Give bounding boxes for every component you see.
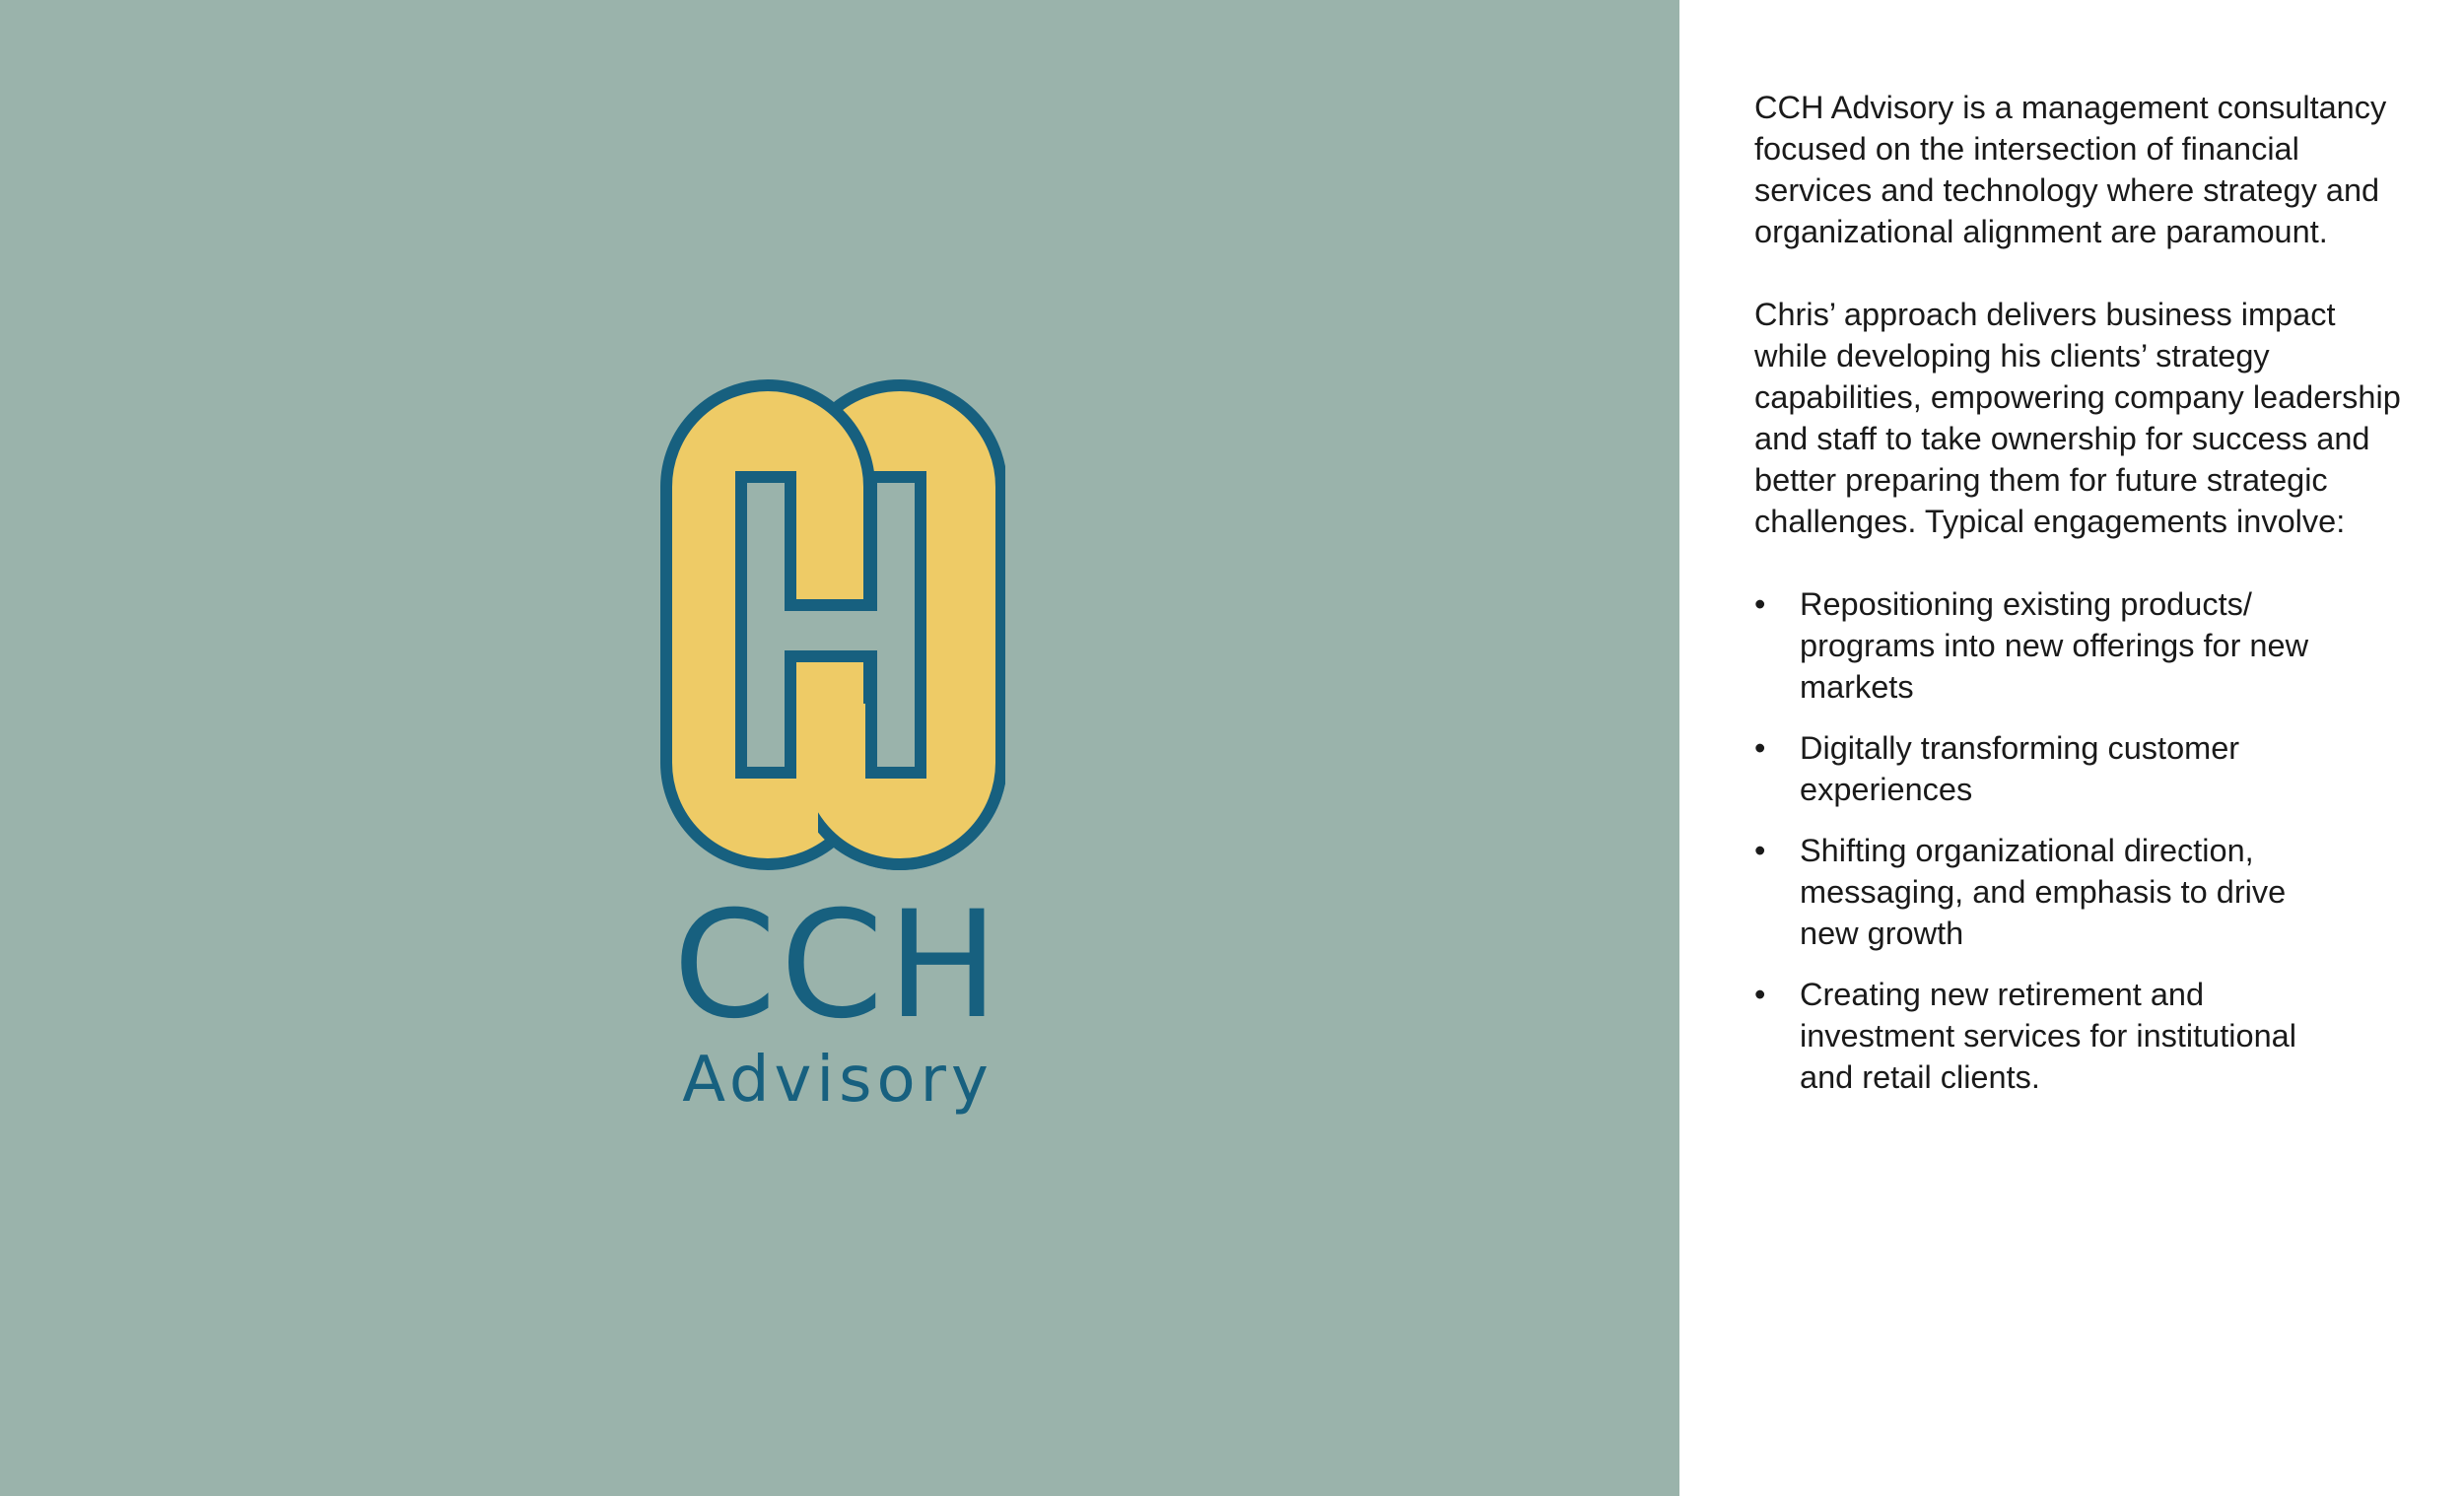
list-item-text: Shifting organizational direction, messaging, and emphasis to drive new growth	[1800, 833, 2287, 951]
list-item	[1754, 727, 2352, 810]
list-item-text: Repositioning existing products/ programs into new offerings for new markets	[1800, 586, 2309, 705]
approach-paragraph: Chris’ approach delivers business impact while developing his clients’ strategy capabilities, empowering company leadership and staff to take ownership for success and better preparing them for future strategic challenges. Typical engagements involve:	[1754, 297, 2401, 539]
list-item	[1754, 974, 2352, 1098]
brand-tagline: Advisory	[682, 1044, 993, 1117]
brand-name: CCH	[672, 880, 1003, 1052]
bullet-icon: •	[1754, 586, 1766, 622]
bullet-icon: •	[1754, 977, 1766, 1012]
list-item	[1754, 830, 2352, 954]
cch-monogram-icon	[660, 378, 1005, 871]
list-item-text: Digitally transforming customer experiences	[1800, 730, 2240, 807]
bullet-icon: •	[1754, 833, 1766, 868]
list-item	[1754, 583, 2352, 708]
description-panel	[1754, 87, 2405, 1118]
list-item-text: Creating new retirement and investment services for institutional and retail clients.	[1800, 977, 2296, 1095]
bullet-icon: •	[1754, 730, 1766, 766]
intro-paragraph: CCH Advisory is a management consultancy focused on the intersection of financial services and technology where strategy and organizational alignment are paramount.	[1754, 90, 2387, 249]
engagements-list	[1754, 583, 2405, 1098]
